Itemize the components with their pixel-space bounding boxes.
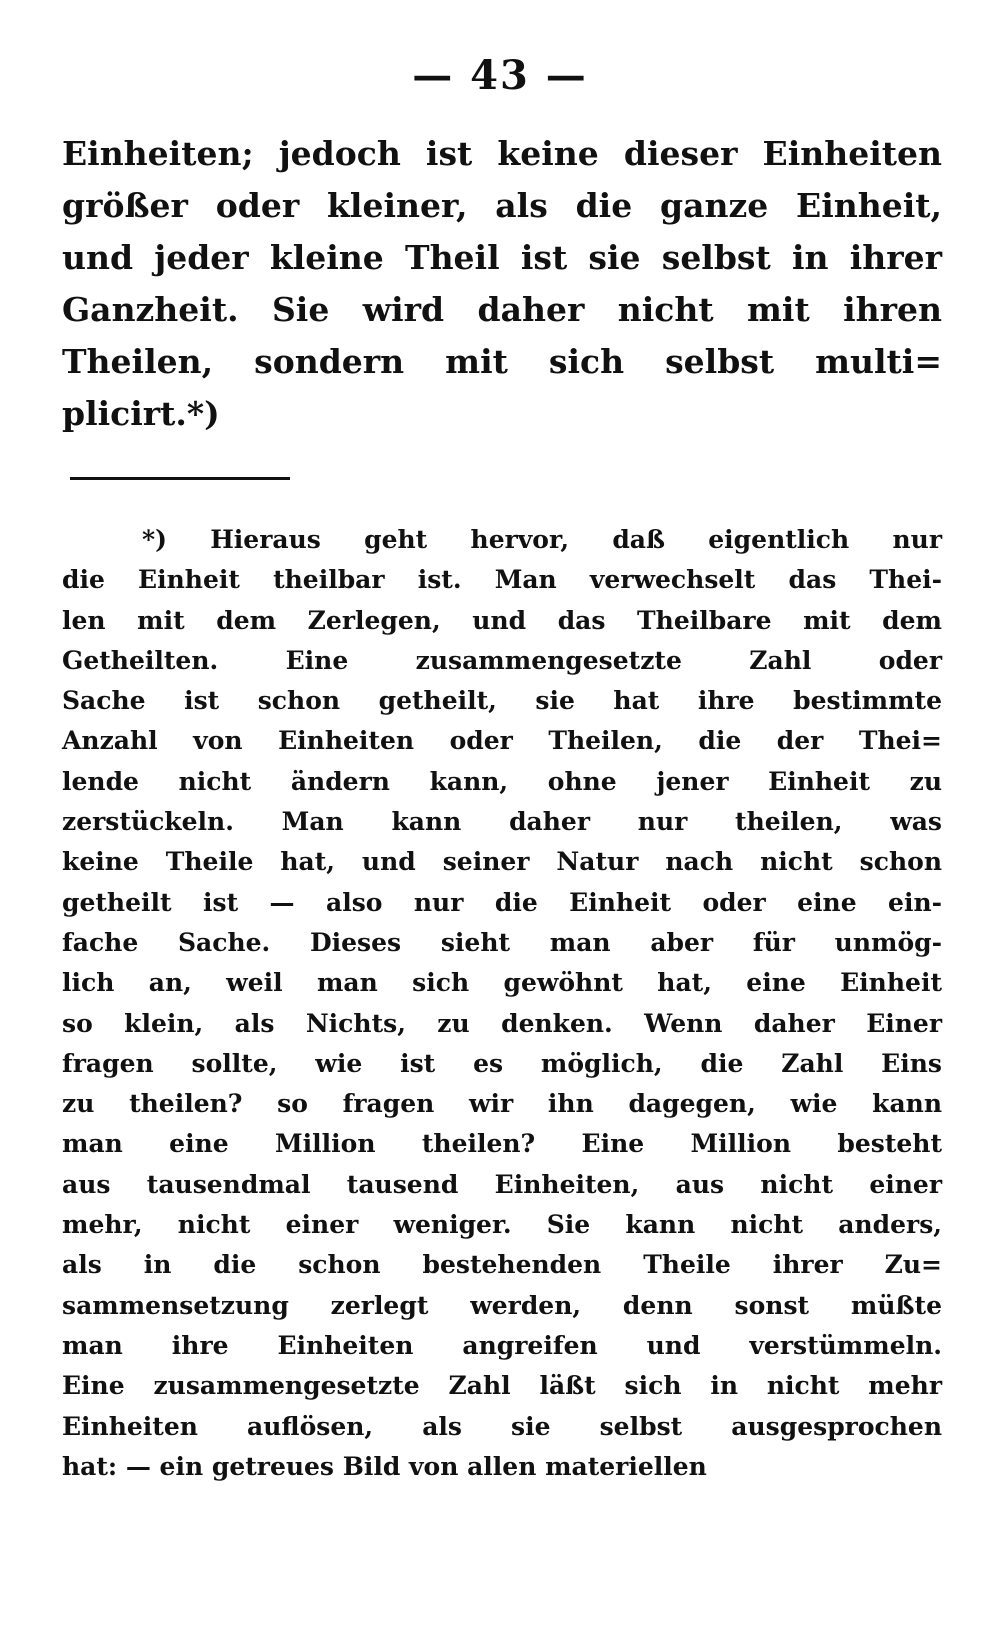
body-line: größer oder kleiner, als die ganze Einheit,	[62, 186, 942, 225]
footnote-line: zerstückeln. Man kann daher nur theilen, was	[62, 807, 942, 837]
footnote-line: len mit dem Zerlegen, und das Theilbare mit dem	[62, 605, 942, 635]
body-line: Ganzheit. Sie wird daher nicht mit ihren	[62, 290, 942, 329]
body-line: plicirt.*)	[62, 394, 220, 433]
footnote-line: die Einheit theilbar ist. Man verwechselt das Thei-	[62, 565, 942, 595]
footnote-line: fragen sollte, wie ist es möglich, die Zahl Eins	[62, 1048, 942, 1078]
footnote-line: man ihre Einheiten angreifen und verstümmeln.	[62, 1330, 942, 1360]
footnote-line: Sache ist schon getheilt, sie hat ihre bestimmte	[62, 686, 942, 716]
footnote-line: lich an, weil man sich gewöhnt hat, eine Einheit	[62, 968, 942, 998]
footnote-line: hat: — ein getreues Bild von allen materiellen	[62, 1451, 707, 1481]
footnote-line: *) Hieraus geht hervor, daß eigentlich nur	[142, 525, 942, 554]
footnote-line: mehr, nicht einer weniger. Sie kann nicht anders,	[62, 1210, 942, 1240]
footnote-line: getheilt ist — also nur die Einheit oder eine ein-	[62, 887, 942, 917]
footnote-line: Eine zusammengesetzte Zahl läßt sich in nicht mehr	[62, 1371, 942, 1401]
footnote-line: man eine Million theilen? Eine Million besteht	[62, 1129, 942, 1159]
footnote-line: lende nicht ändern kann, ohne jener Einheit zu	[62, 766, 942, 796]
body-line: Einheiten; jedoch ist keine dieser Einheiten	[62, 134, 942, 173]
body-line: Theilen, sondern mit sich selbst multi=	[62, 342, 942, 381]
footnote-line: sammensetzung zerlegt werden, denn sonst müßte	[62, 1290, 942, 1320]
footnote-line: zu theilen? so fragen wir ihn dagegen, wie kann	[62, 1089, 942, 1119]
footnote-line: als in die schon bestehenden Theile ihrer Zu=	[62, 1250, 942, 1280]
footnote-line: Einheiten auflösen, als sie selbst ausgesprochen	[62, 1411, 942, 1441]
footnote-line: Getheilten. Eine zusammengesetzte Zahl oder	[62, 645, 942, 675]
body-text	[62, 128, 942, 440]
footnote	[62, 520, 942, 1487]
footnote-line: fache Sache. Dieses sieht man aber für unmög-	[62, 927, 942, 957]
page-number: — 43 —	[412, 52, 588, 99]
footnote-separator	[70, 477, 290, 480]
footnote-line: Anzahl von Einheiten oder Theilen, die der Thei=	[62, 726, 942, 756]
footnote-line: aus tausendmal tausend Einheiten, aus nicht einer	[62, 1169, 942, 1199]
footnote-line: so klein, als Nichts, zu denken. Wenn daher Einer	[62, 1008, 942, 1038]
body-line: und jeder kleine Theil ist sie selbst in ihrer	[62, 238, 942, 277]
footnote-line: keine Theile hat, und seiner Natur nach nicht schon	[62, 847, 942, 877]
